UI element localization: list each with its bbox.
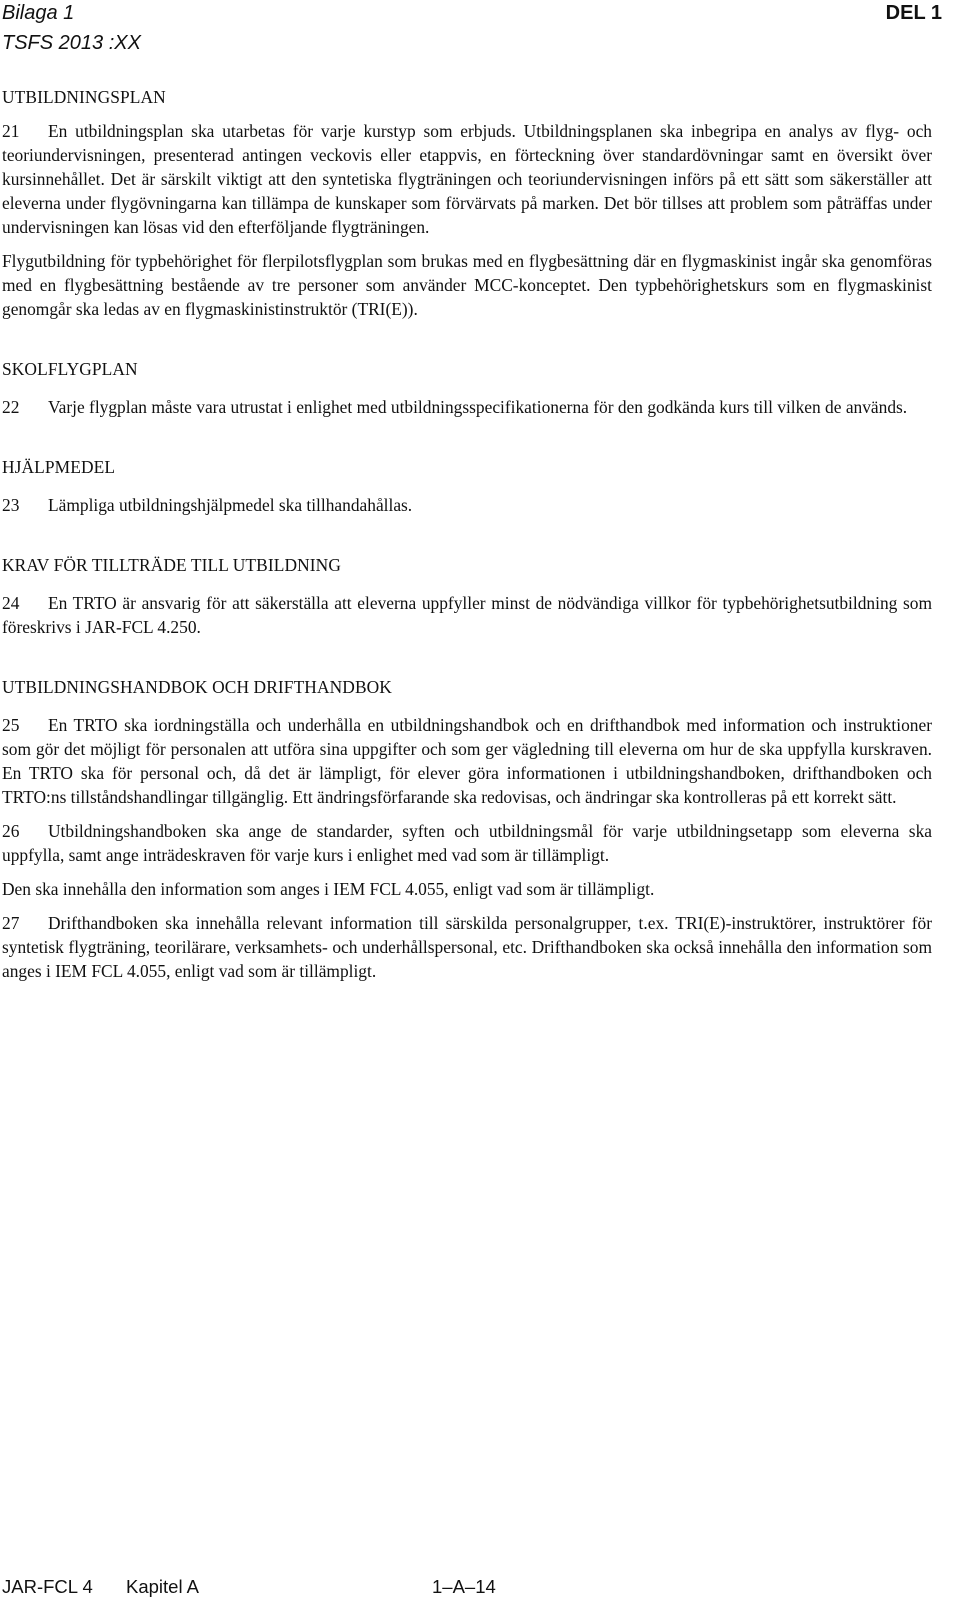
paragraph-text: En utbildningsplan ska utarbetas för varje kurstyp som erbjuds. Utbildningsplanen ska inbegripa en analys av flyg- och teoriundervisningen, presenterad antingen veckovis eller etappvis, en förteckning över standardövningar samt en översikt över kursinnehållet. Det är särskilt viktigt att den syntetiska flygträningen och teoriundervisningen införs på ett sätt som säkerställer att eleverna under flygövningarna kan tillämpa de kunskaper som förvärvats på marken. Det bör tillses att problem som påträffas under undervisningen kan lösas vid den efterföljande flygträningen.: [2, 121, 932, 237]
footer-chapter: Kapitel A: [126, 1576, 200, 1597]
paragraph-number: 21: [2, 121, 20, 141]
section-heading-utbildningsplan: UTBILDNINGSPLAN: [2, 87, 166, 107]
paragraph-25: [2, 713, 932, 809]
paragraph-text: En TRTO är ansvarig för att säkerställa att eleverna uppfyller minst de nödvändiga villkor för typbehörighetsutbildning som föreskrivs i JAR-FCL 4.250.: [2, 593, 932, 637]
paragraph-text: Utbildningshandboken ska ange de standarder, syften och utbildningsmål för varje utbildningsetapp som eleverna ska uppfylla, samt ange inträdeskraven för varje kurs i enlighet med vad som är tillämpligt.: [2, 821, 932, 865]
paragraph-21: [2, 119, 932, 239]
document-body: [2, 85, 932, 983]
paragraph-21-continued: Flygutbildning för typbehörighet för flerpilotsflygplan som brukas med en flygbesättning där en flygmaskinist ingår ska genomföras med en flygbesättning bestående av tre personer som använder MCC-konceptet. Den typbehörighetskurs som en flygmaskinist genomgår ska ledas av en flygmaskinistinstruktör (TRI(E)).: [2, 251, 932, 319]
page-footer: [2, 1574, 932, 1604]
paragraph-27: [2, 911, 932, 983]
paragraph-24: [2, 591, 932, 639]
page-header: [0, 0, 960, 60]
paragraph-number: 22: [2, 397, 20, 417]
section-heading-hjalpmedel: HJÄLPMEDEL: [2, 457, 116, 477]
footer-document-id: JAR-FCL 4: [2, 1576, 93, 1597]
paragraph-number: 25: [2, 715, 20, 735]
paragraph-text: Varje flygplan måste vara utrustat i enlighet med utbildningsspecifikationerna för den godkända kurs till vilken de används.: [48, 397, 908, 417]
section-heading-krav: KRAV FÖR TILLTRÄDE TILL UTBILDNING: [2, 555, 341, 575]
section-heading-skolflygplan: SKOLFLYGPLAN: [2, 359, 138, 379]
paragraph-number: 26: [2, 821, 20, 841]
paragraph-number: 27: [2, 913, 20, 933]
paragraph-number: 24: [2, 593, 20, 613]
appendix-label: Bilaga 1: [2, 2, 75, 24]
footer-page-number: 1–A–14: [432, 1576, 496, 1597]
paragraph-text: En TRTO ska iordningställa och underhålla en utbildningshandbok och en drifthandbok med information och instruktioner som gör det möjligt för personalen att utföra sina uppgifter och som ger vägledning till eleverna om hur de ska uppfylla kurskraven. En TRTO ska för personal och, då det är lämpligt, för elever göra informationen i utbildningshandboken, drifthandboken och TRTO:ns tillståndshandlingar tillgänglig. Ett ändringsförfarande ska redovisas, och ändringar ska kontrolleras på ett korrekt sätt.: [2, 715, 932, 807]
regulation-id: TSFS 2013 :XX: [2, 32, 141, 54]
paragraph-22: [2, 395, 932, 419]
paragraph-number: 23: [2, 495, 20, 515]
paragraph-26: [2, 819, 932, 867]
section-heading-handbok: UTBILDNINGSHANDBOK OCH DRIFTHANDBOK: [2, 677, 392, 697]
part-label: DEL 1: [885, 2, 942, 24]
paragraph-23: [2, 493, 932, 517]
paragraph-text: Lämpliga utbildningshjälpmedel ska tillhandahållas.: [48, 495, 413, 515]
paragraph-26-continued: Den ska innehålla den information som anges i IEM FCL 4.055, enligt vad som är tillämpligt.: [2, 879, 655, 899]
paragraph-text: Drifthandboken ska innehålla relevant information till särskilda personalgrupper, t.ex. TRI(E)-instruktörer, instruktörer för syntetisk flygträning, teorilärare, verksamhets- och underhållspersonal, etc. Drifthandboken ska också innehålla den information som anges i IEM FCL 4.055, enligt vad som är tillämpligt.: [2, 913, 932, 981]
